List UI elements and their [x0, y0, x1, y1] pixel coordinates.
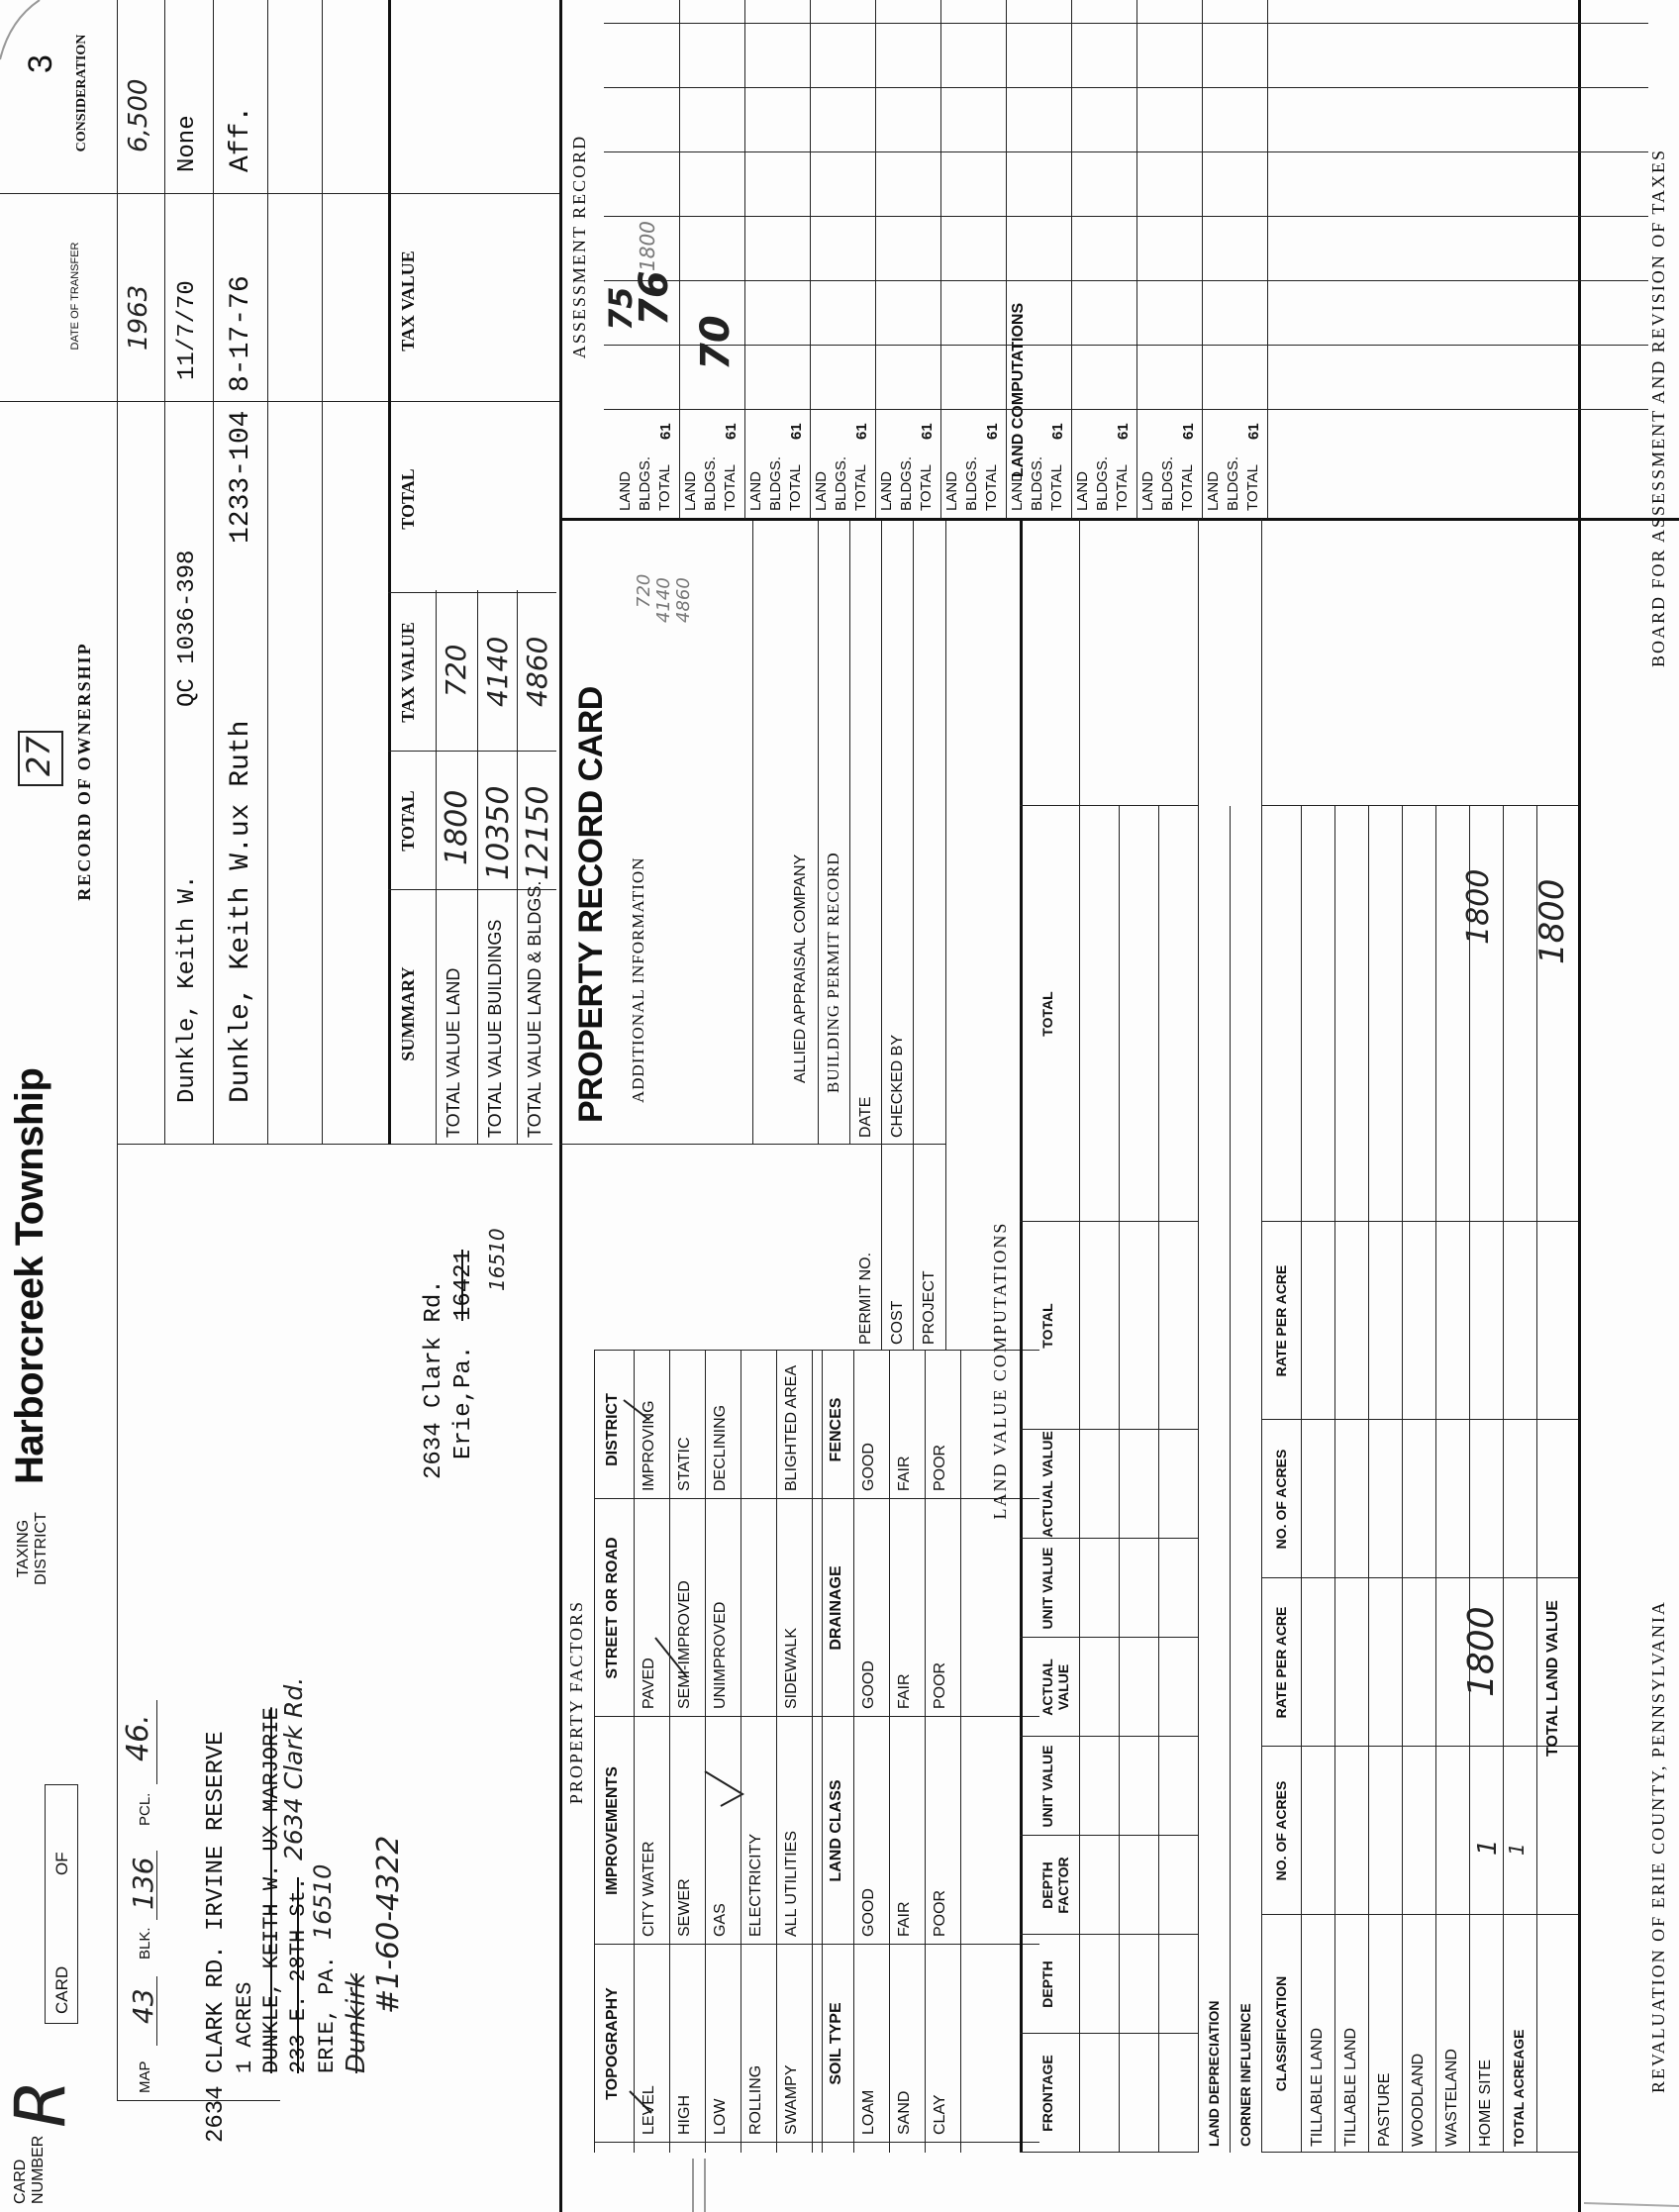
- classification-0: TILLABLE LAND: [1309, 2027, 1326, 2147]
- assess-block-line-4: [940, 0, 941, 519]
- factors-row-line-0: [669, 1351, 670, 2153]
- soil-cell-0-0: LOAM: [860, 2089, 877, 2135]
- home-site-rate: 1800: [1461, 1606, 1502, 1697]
- land-front-header-3: UNIT VALUE: [1039, 1745, 1055, 1828]
- gas-check: [705, 1771, 742, 1806]
- house-number: 2634: [203, 2085, 230, 2143]
- summary-label-1: TOTAL VALUE LAND: [444, 967, 463, 1138]
- ownership-date-2: 11/7/70: [174, 280, 201, 380]
- summary-row-2: [477, 590, 478, 1145]
- property-record-card-title: PROPERTY RECORD CARD: [572, 686, 610, 1123]
- total-land-value: 1800: [1532, 878, 1572, 964]
- address-line-1: CLARK RD. IRVINE RESERVE: [203, 1731, 230, 2073]
- header-sep-left: [117, 2100, 280, 2101]
- land-front-sep-1: [1020, 2033, 1198, 2034]
- factors-col-sep-end: [594, 1350, 1039, 1351]
- pcl-label: PCL.: [137, 1792, 153, 1826]
- land-front-sep-8: [1020, 1221, 1198, 1222]
- ownership-deed-3: 1233-104: [226, 410, 256, 544]
- blk-label: BLK.: [137, 1927, 153, 1960]
- acre-row-line-5: [1503, 806, 1504, 2153]
- summary-total-2: 10350: [481, 785, 516, 880]
- card-number-label: CARD NUMBER: [12, 2135, 47, 2204]
- assess-bldgs-6: BLDGS.: [1029, 455, 1045, 511]
- home-site-total: 1800: [1461, 868, 1496, 945]
- acre-sep-1: [1261, 1914, 1578, 1915]
- land-front-header-7: TOTAL: [1039, 1303, 1055, 1349]
- factors-col-sep-2: [594, 1716, 1039, 1717]
- land-front-sep-6: [1020, 1538, 1198, 1539]
- address-handwritten-note: Dunkirk: [342, 1972, 371, 2073]
- assess-bldgs-0: BLDGS.: [637, 455, 653, 511]
- assess-col-sep-5: [604, 87, 1648, 88]
- summary-tax-3: 4860: [521, 636, 553, 707]
- assess-year-8: 61: [1180, 423, 1197, 440]
- land-depreciation-line: [1230, 806, 1231, 2153]
- address-line-2: 1 ACRES: [233, 1981, 257, 2073]
- footer-right: BOARD FOR ASSESSMENT AND REVISION OF TAXES: [1648, 149, 1668, 667]
- assess-bldgs-9: BLDGS.: [1225, 455, 1241, 511]
- ownership-consideration-3: Aff.: [226, 105, 256, 172]
- acre-sep-5: [1261, 1221, 1578, 1222]
- assess-bldgs-3: BLDGS.: [833, 455, 849, 511]
- factor-cell-4-1: ALL UTILITIES: [783, 1831, 800, 1937]
- summary-title: SUMMARY: [398, 966, 418, 1061]
- owner-address-2: Erie,Pa.: [450, 1345, 477, 1459]
- ownership-row-2: [213, 0, 214, 1145]
- summary-total-3: 12150: [521, 785, 555, 880]
- soil-row-line-1: [925, 1351, 926, 2153]
- property-factors-title: PROPERTY FACTORS: [566, 1599, 586, 1805]
- ownership-owner-2: Dunkle, Keith W.: [174, 874, 201, 1103]
- acre-sep-0: [1261, 2152, 1578, 2153]
- factors-col-sep-3: [594, 1498, 1039, 1499]
- acre-sep-2: [1261, 1746, 1578, 1747]
- assess-col-sep-3: [604, 216, 1648, 217]
- faint-note-1: 720: [634, 573, 654, 608]
- assess-land-5: LAND: [943, 470, 960, 511]
- permit-line-4: [945, 521, 946, 1351]
- assessment-border: [559, 518, 1679, 521]
- allied-line: [752, 521, 753, 1145]
- soil-header-bottom: [853, 1351, 854, 2153]
- footer-left: REVALUATION OF ERIE COUNTY, PENNSYLVANIA: [1648, 1600, 1668, 2093]
- owner-zip-struck: 16421: [450, 1249, 477, 1321]
- assess-block-line-7: [1136, 0, 1137, 519]
- address-line-4-handwritten: 2634 Clark Rd.: [279, 1676, 308, 1860]
- land-computations-label: LAND COMPUTATIONS: [1010, 302, 1027, 478]
- land-front-sep-7: [1020, 1429, 1198, 1430]
- assess-land-6: LAND: [1009, 470, 1026, 511]
- classification-5: HOME SITE: [1477, 2059, 1494, 2147]
- soil-row-line-0: [889, 1351, 890, 2153]
- blk-value: 136: [127, 1857, 159, 1910]
- map-label: MAP: [137, 2061, 153, 2093]
- acre-header-4: RATE PER ACRE: [1273, 1264, 1289, 1377]
- land-front-header-0: FRONTAGE: [1039, 2055, 1055, 2132]
- assessment-faint-value: 1800: [636, 221, 659, 271]
- permit-line-2: [881, 521, 882, 1351]
- ownership-date-3: 8-17-76: [226, 275, 256, 392]
- acre-header-bottom: [1301, 806, 1302, 2153]
- factor-cell-2-2: UNIMPROVED: [712, 1601, 729, 1709]
- acre-header-2: RATE PER ACRE: [1273, 1606, 1289, 1719]
- assess-block-line-3: [875, 0, 876, 519]
- ownership-consideration-1: 6,500: [124, 78, 153, 152]
- assess-total-4: TOTAL: [918, 464, 935, 511]
- factors-col-header-1: IMPROVEMENTS: [604, 1766, 621, 1895]
- soil-cell-0-2: GOOD: [860, 1660, 877, 1709]
- summary-label-2: TOTAL VALUE BUILDINGS: [485, 919, 505, 1138]
- summary-tax-1: 720: [440, 644, 472, 697]
- total-acreage-value: 1: [1505, 1843, 1529, 1856]
- assess-col-sep-0: [604, 409, 1648, 410]
- soil-cell-2-3: POOR: [932, 1444, 948, 1491]
- acre-header-3: NO. OF ACRES: [1273, 1449, 1289, 1550]
- assess-col-sep-6: [604, 23, 1648, 24]
- classification-2: PASTURE: [1376, 2072, 1393, 2147]
- faint-note-3: 4860: [673, 577, 694, 623]
- map-value: 43: [127, 1988, 159, 2024]
- factor-cell-2-0: LOW: [712, 2098, 729, 2135]
- home-site-acres: 1: [1473, 1839, 1503, 1856]
- factors-col-header-2: STREET OR ROAD: [604, 1537, 621, 1679]
- factor-cell-1-1: SEWER: [676, 1878, 693, 1937]
- summary-total-header: TOTAL: [398, 790, 418, 852]
- address-sep: [117, 1144, 552, 1145]
- factor-cell-4-0: SWAMPY: [783, 2064, 800, 2135]
- summary-row-3: [517, 590, 518, 1145]
- address-line-3: DUNKLE, KEITH W. UX MARJORIE: [259, 1707, 284, 2073]
- right-total-header: TOTAL: [398, 468, 418, 530]
- classification-3: WOODLAND: [1410, 2053, 1427, 2147]
- assess-total-2: TOTAL: [787, 464, 804, 511]
- factors-header-top: [594, 1351, 595, 2153]
- assessment-hand-75: 75: [602, 286, 640, 331]
- assess-bldgs-7: BLDGS.: [1094, 455, 1111, 511]
- assess-total-6: TOTAL: [1048, 464, 1065, 511]
- factor-cell-1-0: HIGH: [676, 2095, 693, 2135]
- assess-total-0: TOTAL: [656, 464, 673, 511]
- assess-year-9: 61: [1245, 423, 1262, 440]
- acre-row-line-2: [1402, 806, 1403, 2153]
- land-front-header-5: UNIT VALUE: [1039, 1547, 1055, 1630]
- summary-tax-header: TAX VALUE: [398, 622, 418, 723]
- assess-year-4: 61: [919, 423, 936, 440]
- soil-cell-1-0: SAND: [896, 2090, 913, 2135]
- header-line: [117, 0, 118, 2101]
- factor-cell-2-1: GAS: [712, 1903, 729, 1937]
- assess-year-7: 61: [1115, 423, 1132, 440]
- ownership-owner-3: Dunkle, Keith W.ux Ruth: [226, 720, 256, 1103]
- factor-cell-0-2: PAVED: [641, 1658, 657, 1709]
- assess-col-sep-1: [604, 345, 1648, 346]
- factor-cell-4-2: SIDEWALK: [783, 1627, 800, 1709]
- assess-bldgs-5: BLDGS.: [963, 455, 980, 511]
- checked-by-label: CHECKED BY: [889, 1034, 906, 1138]
- pcl-underline: [156, 1700, 157, 1784]
- permit-line-top: [818, 521, 819, 1145]
- additional-info-label: ADDITIONAL INFORMATION: [629, 856, 647, 1103]
- permit-line-1: [849, 521, 850, 1145]
- ownership-sep-2: [0, 193, 559, 194]
- card-number-mark: R: [0, 2079, 81, 2128]
- permit-line-3: [913, 521, 914, 1351]
- boxed-number: 27: [20, 736, 57, 776]
- assess-block-line-8: [1202, 0, 1203, 519]
- acre-header-1: NO. OF ACRES: [1273, 1780, 1289, 1881]
- corner-influence-label: CORNER INFLUENCE: [1237, 2003, 1253, 2147]
- assess-bldgs-4: BLDGS.: [898, 455, 915, 511]
- ownership-sep-1: [0, 401, 559, 402]
- acre-row-line-4: [1469, 806, 1470, 2153]
- assess-land-1: LAND: [682, 470, 699, 511]
- assess-col-sep-2: [604, 280, 1648, 281]
- acre-row-line-1: [1368, 806, 1369, 2153]
- factor-cell-0-0: LEVEL: [641, 2085, 657, 2135]
- assess-land-2: LAND: [747, 470, 764, 511]
- soil-col-header-0: SOIL TYPE: [828, 2002, 844, 2085]
- classification-4: WASTELAND: [1443, 2049, 1460, 2147]
- land-bottom-rule: [1578, 0, 1581, 2212]
- assess-bldgs-8: BLDGS.: [1159, 455, 1176, 511]
- classification-6: TOTAL ACREAGE: [1511, 2029, 1527, 2147]
- factors-header-bottom: [634, 1351, 635, 2153]
- owner-address-1: 2634 Clark Rd.: [421, 1279, 447, 1479]
- assess-land-0: LAND: [617, 470, 634, 511]
- land-comp-line: [1079, 519, 1080, 806]
- land-front-header-2: DEPTH FACTOR: [1039, 1857, 1071, 1914]
- ownership-title: RECORD OF OWNERSHIP: [74, 642, 94, 901]
- assess-total-9: TOTAL: [1244, 464, 1261, 511]
- soil-cell-1-3: FAIR: [896, 1456, 913, 1491]
- land-value-title: LAND VALUE COMPUTATIONS: [990, 1221, 1010, 1520]
- land-front-sep-0: [1020, 2152, 1198, 2153]
- center-left-border: [559, 1144, 856, 1145]
- ownership-row-3: [267, 0, 268, 1145]
- land-front-sep-end: [1020, 805, 1198, 806]
- taxing-district-label: TAXING DISTRICT: [15, 1512, 49, 1585]
- soil-cell-2-1: POOR: [932, 1889, 948, 1937]
- land-front-row-1: [1119, 806, 1120, 2153]
- factor-cell-4-3: BLIGHTED AREA: [783, 1364, 800, 1491]
- land-front-header-1: DEPTH: [1039, 1961, 1055, 2008]
- acre-sep-4: [1261, 1419, 1578, 1420]
- taxing-district-name: Harborcreek Township: [8, 1067, 51, 1484]
- soil-header-top: [822, 1351, 823, 2153]
- assess-bldgs-2: BLDGS.: [767, 455, 784, 511]
- factor-cell-2-3: DECLINING: [712, 1404, 729, 1491]
- address-zip-handwritten: 16510: [309, 1863, 337, 1940]
- summary-label-3: TOTAL VALUE LAND & BLDGS.: [525, 880, 544, 1138]
- of-label: OF: [52, 1852, 71, 1875]
- main-divider: [559, 0, 562, 2212]
- soil-cell-0-1: GOOD: [860, 1888, 877, 1937]
- permit-date-label: DATE: [857, 1096, 874, 1138]
- soil-cell-0-3: GOOD: [860, 1443, 877, 1491]
- factors-col-header-0: TOPOGRAPHY: [604, 1987, 621, 2100]
- right-tax-header: TAX VALUE: [398, 251, 418, 352]
- assess-year-1: 61: [723, 423, 740, 440]
- page-number: 3: [22, 54, 59, 73]
- land-front-header-bottom: [1079, 806, 1080, 2153]
- acre-row-line-3: [1435, 806, 1436, 2153]
- factors-row-line-1: [705, 1351, 706, 2153]
- factor-cell-0-3: IMPROVING: [641, 1400, 657, 1491]
- acre-sep-6: [1261, 805, 1578, 806]
- factor-cell-1-3: STATIC: [676, 1437, 693, 1491]
- land-front-row-3: [1198, 519, 1199, 2153]
- permit-sep: [849, 1144, 945, 1145]
- assess-land-4: LAND: [878, 470, 895, 511]
- summary-sep-2: [388, 751, 556, 752]
- assess-block-line-9: [1267, 0, 1268, 519]
- assessment-hand-70: 70: [693, 315, 739, 370]
- factors-row-line-3: [776, 1351, 777, 2153]
- assess-col-sep-4: [604, 151, 1648, 152]
- soil-col-header-2: DRAINAGE: [828, 1565, 844, 1651]
- land-front-sep-4: [1020, 1736, 1198, 1737]
- soil-col-header-1: LAND CLASS: [828, 1779, 844, 1882]
- soil-col-header-3: FENCES: [828, 1397, 844, 1462]
- land-front-sep-3: [1020, 1835, 1198, 1836]
- land-front-row-2: [1158, 806, 1159, 2153]
- assess-block-line-2: [810, 0, 811, 519]
- assessment-title: ASSESSMENT RECORD: [569, 134, 589, 359]
- acre-row-line-0: [1334, 806, 1335, 2153]
- factors-col-sep-1: [594, 1944, 1039, 1945]
- assessment-hand-76: 76: [632, 270, 677, 326]
- soil-cell-1-2: FAIR: [896, 1673, 913, 1709]
- assess-block-line-0: [679, 0, 680, 519]
- summary-total-1: 1800: [440, 789, 474, 865]
- assess-year-2: 61: [788, 423, 805, 440]
- assess-total-7: TOTAL: [1114, 464, 1131, 511]
- address-handwritten-number: #1-60-4322: [371, 1835, 406, 2014]
- assess-land-8: LAND: [1139, 470, 1156, 511]
- project-label: PROJECT: [921, 1270, 938, 1345]
- factors-col-sep-0: [594, 2142, 1039, 2143]
- assess-land-3: LAND: [813, 470, 830, 511]
- ownership-date-1: 1963: [124, 284, 153, 351]
- summary-sep-3: [388, 592, 556, 593]
- factors-col-header-3: DISTRICT: [604, 1393, 621, 1466]
- acre-header-0: CLASSIFICATION: [1273, 1975, 1289, 2092]
- acre-row-line-6: [1536, 806, 1537, 2153]
- corner-influence-line: [1261, 519, 1262, 2153]
- soil-row-line-2: [960, 1351, 961, 2153]
- assess-land-7: LAND: [1074, 470, 1091, 511]
- card-label: CARD: [52, 1965, 71, 2014]
- assess-year-0: 61: [657, 423, 674, 440]
- classification-1: TILLABLE LAND: [1342, 2027, 1359, 2147]
- land-front-sep-5: [1020, 1637, 1198, 1638]
- factor-cell-0-1: CITY WATER: [641, 1841, 657, 1937]
- land-top-rule: [1020, 519, 1023, 2153]
- assess-bldgs-1: BLDGS.: [702, 455, 719, 511]
- ownership-consideration-2: None: [174, 115, 201, 172]
- faint-note-2: 4140: [653, 577, 674, 623]
- factor-cell-1-2: SEMI-IMPROVED: [676, 1580, 693, 1709]
- assess-total-1: TOTAL: [722, 464, 739, 511]
- date-transfer-header: DATE OF TRANSFER: [69, 242, 81, 351]
- address-line-4-struck: 233 E. 28TH St.: [286, 1876, 311, 2073]
- assess-total-5: TOTAL: [983, 464, 1000, 511]
- factor-cell-3-1: ELECTRICITY: [747, 1833, 764, 1937]
- allied-label: ALLIED APPRAISAL COMPANY: [792, 854, 809, 1083]
- total-land-value-label: TOTAL LAND VALUE: [1544, 1600, 1561, 1757]
- owner-zip-handwritten: 16510: [485, 1228, 509, 1291]
- soil-cell-2-2: POOR: [932, 1661, 948, 1709]
- assess-block-line-5: [1006, 0, 1007, 519]
- land-depreciation-label: LAND DEPRECIATION: [1206, 2000, 1222, 2147]
- address-line-5: ERIE, PA.: [315, 1956, 340, 2073]
- permit-cost-label: COST: [889, 1300, 906, 1345]
- factor-cell-3-0: ROLLING: [747, 2064, 764, 2135]
- assess-year-5: 61: [984, 423, 1001, 440]
- ownership-deed-2: QC 1036-398: [174, 550, 201, 707]
- assess-total-8: TOTAL: [1179, 464, 1196, 511]
- assess-year-3: 61: [853, 423, 870, 440]
- assess-land-9: LAND: [1205, 470, 1222, 511]
- soil-cell-1-1: FAIR: [896, 1901, 913, 1937]
- building-permit-label: BUILDING PERMIT RECORD: [824, 852, 842, 1093]
- assess-block-line-1: [744, 0, 745, 519]
- summary-tax-2: 4140: [481, 636, 514, 707]
- ownership-row-4: [322, 0, 323, 1145]
- factors-row-line-4: [812, 1351, 813, 2153]
- assess-block-line-6: [1071, 0, 1072, 519]
- summary-top-rule: [388, 0, 391, 1145]
- assess-year-6: 61: [1049, 423, 1066, 440]
- pcl-value: 46.: [121, 1714, 155, 1761]
- land-front-header-6: ACTUAL VALUE: [1039, 1431, 1055, 1538]
- permit-no-label: PERMIT NO.: [857, 1252, 874, 1345]
- soil-cell-2-0: CLAY: [932, 2094, 948, 2135]
- land-front-header-8: TOTAL: [1039, 991, 1055, 1037]
- assess-total-3: TOTAL: [852, 464, 869, 511]
- consideration-header: CONSIDERATION: [74, 34, 89, 152]
- summary-row-1: [436, 590, 437, 1145]
- ownership-row-1: [164, 0, 165, 1145]
- land-front-header-4: ACTUAL VALUE: [1039, 1659, 1071, 1716]
- land-front-sep-2: [1020, 1934, 1198, 1935]
- acre-sep-3: [1261, 1577, 1578, 1578]
